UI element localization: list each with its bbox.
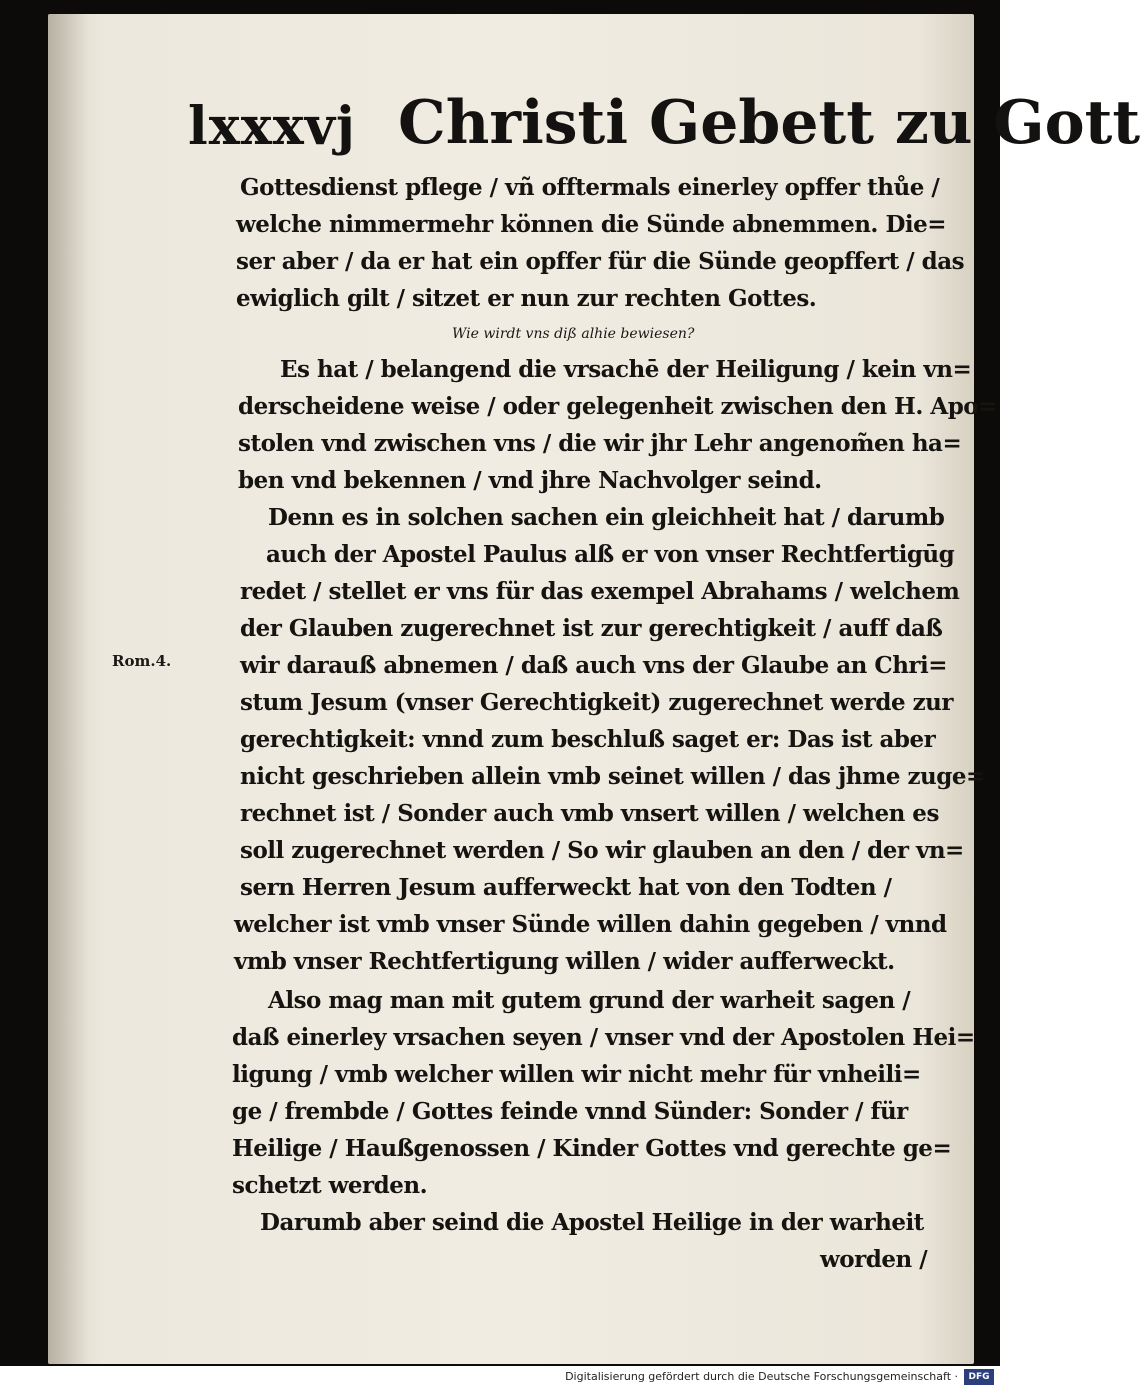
text-line: wir darauß abnemen / daß auch vns der Glaube an Chri=: [240, 652, 948, 679]
page-gutter-shadow: [48, 14, 88, 1364]
text-line: ben vnd bekennen / vnd jhre Nachvolger seind.: [238, 467, 822, 494]
folio-number: lxxxvj: [188, 96, 356, 157]
text-line: ser aber / da er hat ein opffer für die Sünde geopffert / das: [236, 248, 965, 275]
text-line: daß einerley vrsachen seyen / vnser vnd der Apostolen Hei=: [232, 1024, 975, 1051]
text-line: nicht geschrieben allein vmb seinet willen / das jhme zuge=: [240, 763, 985, 790]
text-line: Denn es in solchen sachen ein gleichheit hat / darumb: [268, 504, 945, 531]
text-line: gerechtigkeit: vnnd zum beschluß saget er: Das ist aber: [240, 726, 936, 753]
text-line: ewiglich gilt / sitzet er nun zur rechten Gottes.: [236, 285, 817, 312]
dfg-logo: DFG: [964, 1369, 994, 1385]
text-line: vmb vnser Rechtfertigung willen / wider aufferweckt.: [234, 948, 895, 975]
text-line: auch der Apostel Paulus alß er von vnser Rechtfertigūg: [266, 541, 955, 568]
text-line: rechnet ist / Sonder auch vmb vnsert willen / welchen es: [240, 800, 939, 827]
text-line: sern Herren Jesum aufferweckt hat von den Todten /: [240, 874, 892, 901]
text-line: Also mag man mit gutem grund der warheit sagen /: [268, 987, 911, 1014]
section-subheading: Wie wirdt vns diß alhie bewiesen?: [452, 326, 695, 342]
text-line: schetzt werden.: [232, 1172, 428, 1199]
catchword: worden /: [820, 1246, 928, 1273]
text-line: ge / frembde / Gottes feinde vnnd Sünder: Sonder / für: [232, 1098, 908, 1125]
marginal-reference: Rom.4.: [112, 652, 172, 670]
text-line: Darumb aber seind die Apostel Heilige in der warheit: [260, 1209, 924, 1236]
text-line: Heilige / Haußgenossen / Kinder Gottes vnd gerechte ge=: [232, 1135, 952, 1162]
text-line: stolen vnd zwischen vns / die wir jhr Lehr angenom̃en ha=: [238, 430, 962, 457]
text-line: redet / stellet er vns für das exempel Abrahams / welchem: [240, 578, 960, 605]
text-line: ligung / vmb welcher willen wir nicht mehr für vnheili=: [232, 1061, 921, 1088]
text-line: Es hat / belangend die vrsachē der Heiligung / kein vn=: [280, 356, 972, 383]
text-line: welche nimmermehr können die Sünde abnemmen. Die=: [236, 211, 947, 238]
footer-bar: [0, 1366, 1000, 1390]
digitization-credit: Digitalisierung gefördert durch die Deutsche Forschungsgemeinschaft ·: [565, 1370, 958, 1383]
text-line: welcher ist vmb vnser Sünde willen dahin gegeben / vnnd: [234, 911, 947, 938]
text-line: Gottesdienst pflege / vñ offtermals einerley opffer thůe /: [240, 174, 940, 201]
text-line: stum Jesum (vnser Gerechtigkeit) zugerechnet werde zur: [240, 689, 953, 716]
page-header: [188, 88, 1140, 168]
running-title: Christi Gebett zu Gott: [398, 88, 1140, 158]
text-line: derscheidene weise / oder gelegenheit zwischen den H. Apo=: [238, 393, 997, 420]
text-line: der Glauben zugerechnet ist zur gerechtigkeit / auff daß: [240, 615, 943, 642]
text-line: soll zugerechnet werden / So wir glauben an den / der vn=: [240, 837, 964, 864]
